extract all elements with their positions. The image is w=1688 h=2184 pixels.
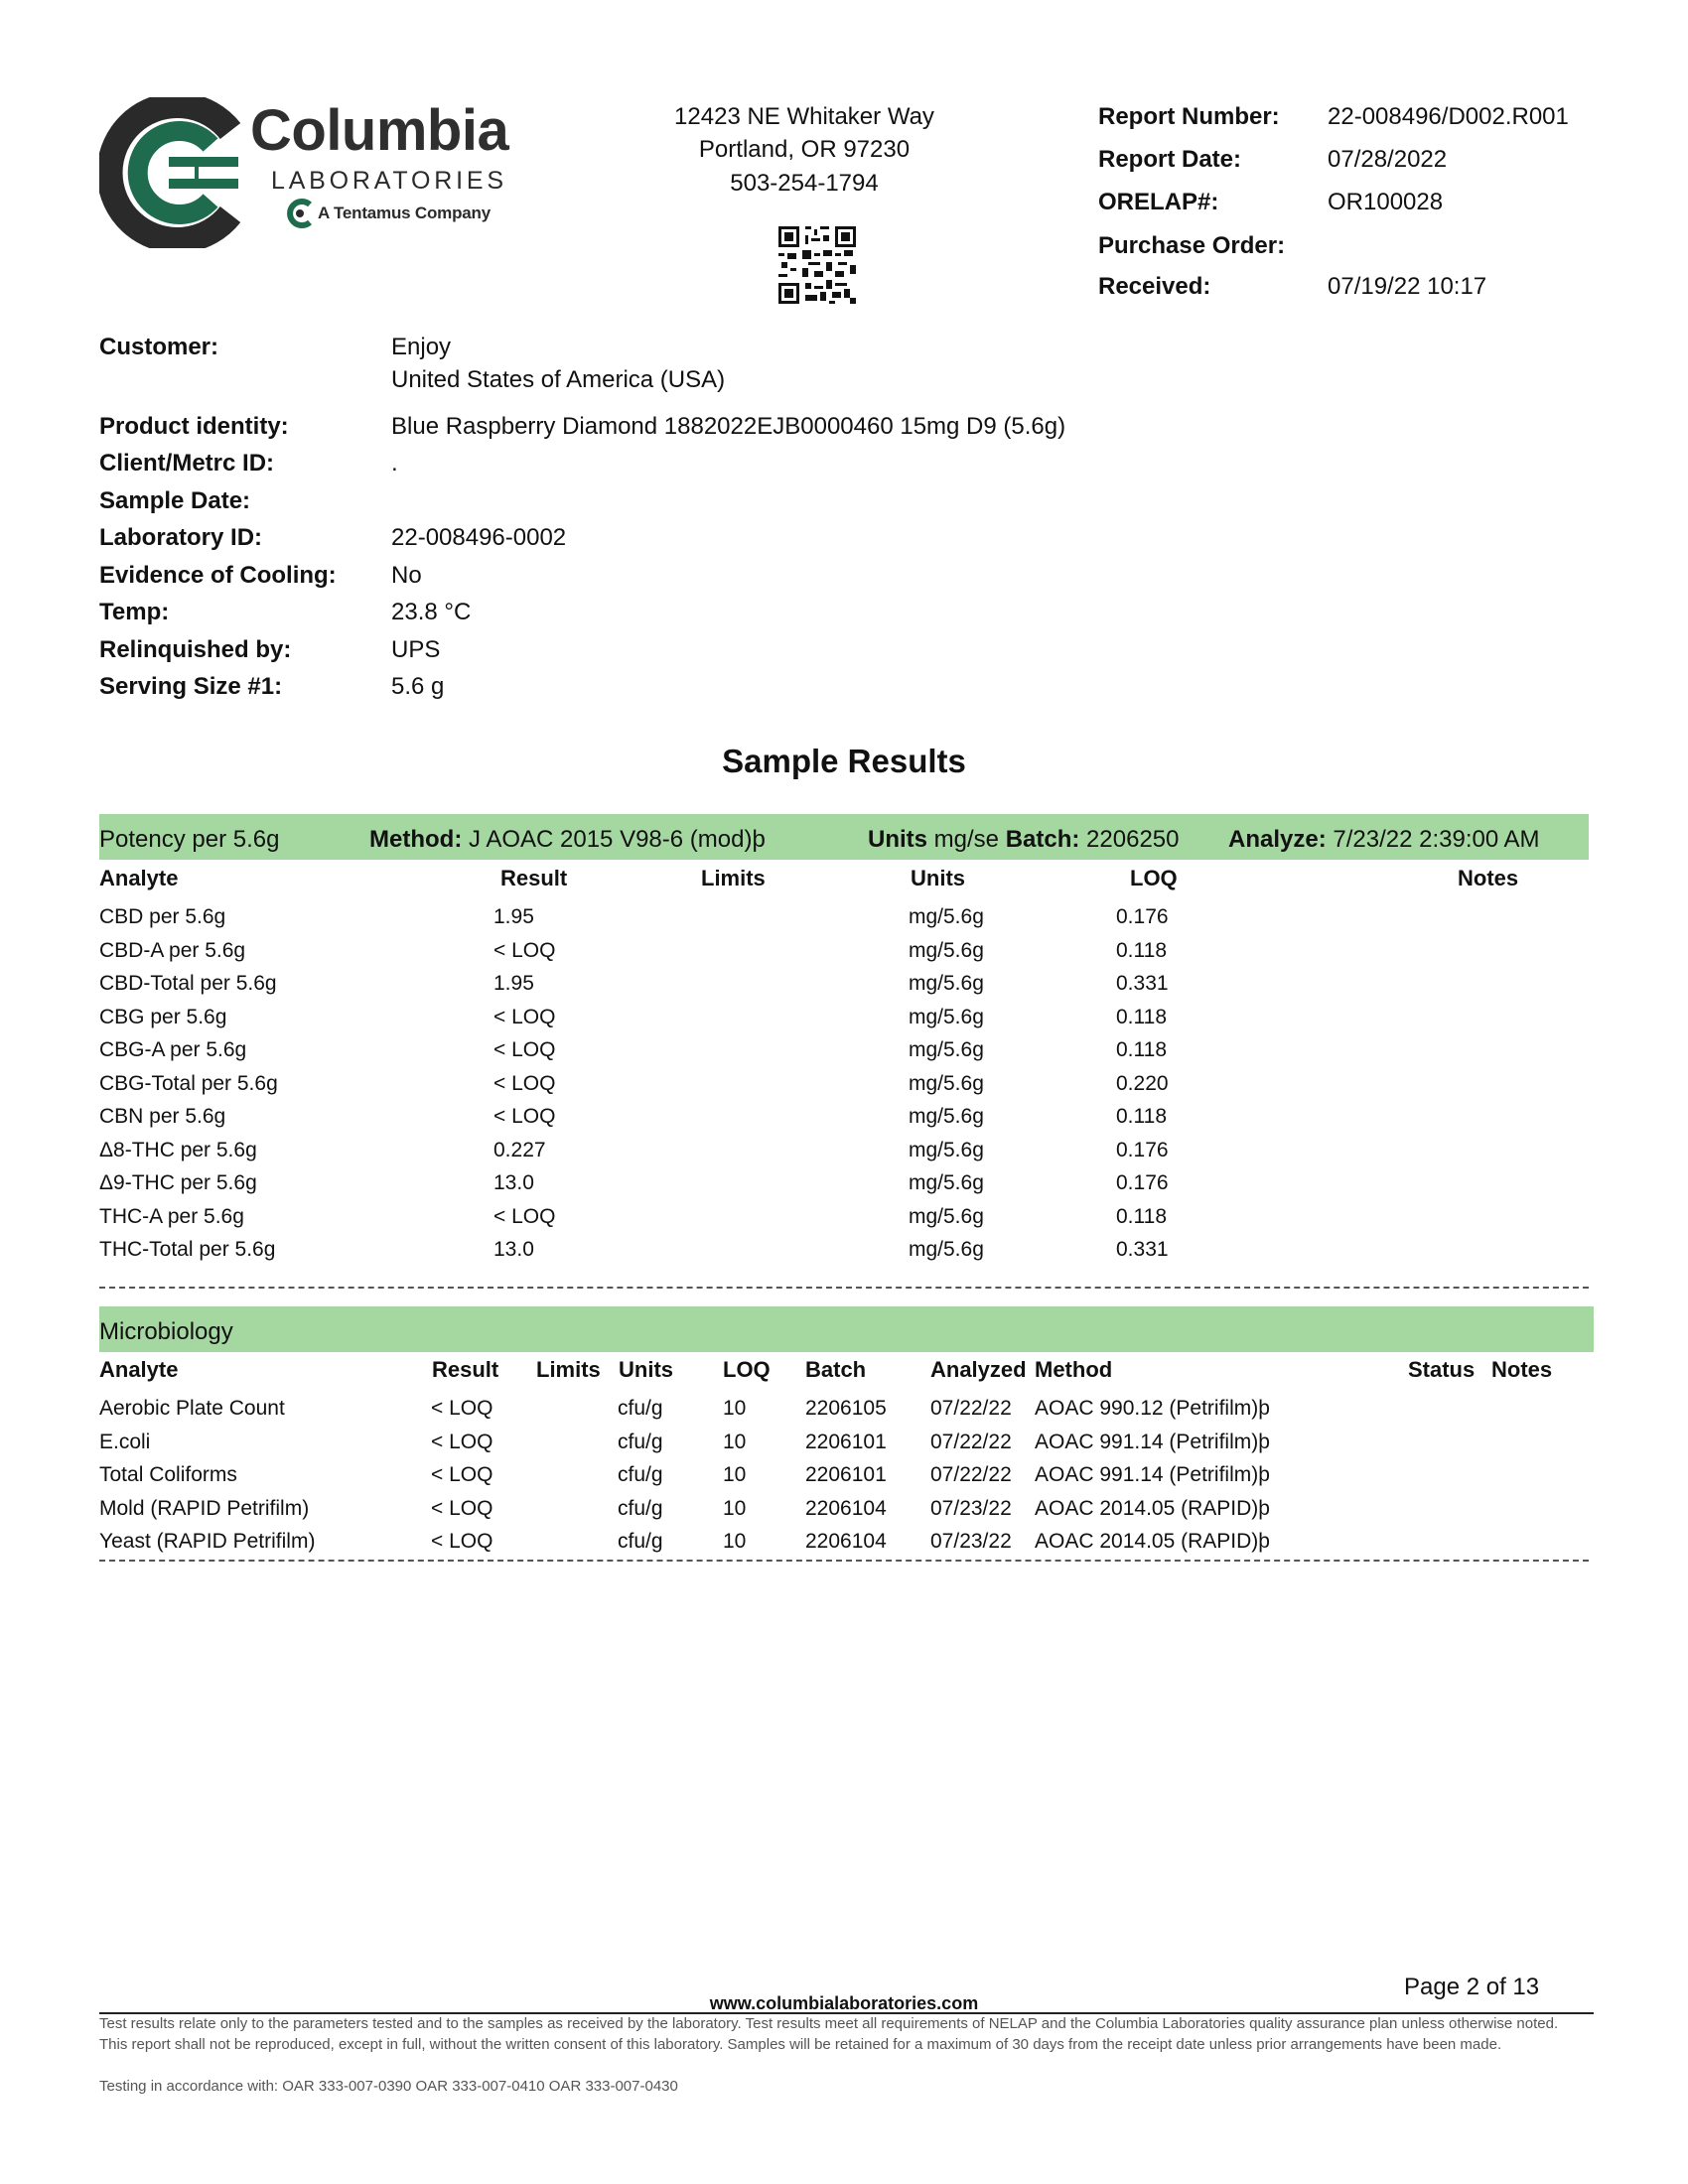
potency-cell-loq: 0.220 xyxy=(1116,1071,1169,1095)
potency-cell-loq: 0.118 xyxy=(1116,938,1167,962)
micro-cell-method: AOAC 2014.05 (RAPID)þ xyxy=(1035,1530,1270,1553)
potency-cell-units: mg/5.6g xyxy=(909,1138,984,1161)
report-date-label: Report Date: xyxy=(1098,146,1242,173)
page-number: Page 2 of 13 xyxy=(1404,1974,1540,2000)
potency-col-loq: LOQ xyxy=(1130,866,1178,890)
footer-disclaimer: Test results relate only to the parameters tested and to the samples as received by the laboratory. Test results meet all requirements of NELAP and the Columbia Laboratories quality assurance plan unless otherwise noted. This report shall not be reproduced, except in full, without the written consent of this laboratory. Samples will be retained for a maximum of 30 days from the receipt date unless prior arrangements have been made. xyxy=(99,2015,1559,2053)
potency-cell-analyte: Δ8-THC per 5.6g xyxy=(99,1138,257,1161)
potency-cell-result: < LOQ xyxy=(493,1204,556,1228)
orelap-value: OR100028 xyxy=(1328,189,1444,215)
potency-cell-result: < LOQ xyxy=(493,1038,556,1061)
potency-divider xyxy=(99,1287,1589,1289)
laboratory-id-value: 22-008496-0002 xyxy=(391,524,567,551)
micro-col-analyzed: Analyzed xyxy=(930,1357,1027,1382)
micro-col-batch: Batch xyxy=(805,1357,867,1382)
potency-cell-loq: 0.331 xyxy=(1116,972,1169,995)
potency-cell-units: mg/5.6g xyxy=(909,972,984,995)
micro-col-limits: Limits xyxy=(536,1357,601,1382)
micro-cell-method: AOAC 990.12 (Petrifilm)þ xyxy=(1035,1397,1270,1420)
address-city: Portland, OR 97230 xyxy=(698,136,911,163)
address-street: 12423 NE Whitaker Way xyxy=(674,103,934,130)
potency-cell-loq: 0.118 xyxy=(1116,1105,1167,1128)
laboratory-id-label: Laboratory ID: xyxy=(99,524,263,551)
potency-method-value: J AOAC 2015 V98-6 (mod)þ xyxy=(468,826,766,853)
potency-cell-loq: 0.176 xyxy=(1116,905,1169,928)
serving-size-value: 5.6 g xyxy=(391,673,445,700)
cooling-value: No xyxy=(391,562,422,589)
micro-cell-units: cfu/g xyxy=(618,1530,663,1553)
potency-col-notes: Notes xyxy=(1458,866,1519,890)
potency-batch-value: 2206250 xyxy=(1086,826,1180,853)
micro-cell-loq: 10 xyxy=(723,1463,747,1486)
potency-cell-result: 1.95 xyxy=(493,972,534,995)
micro-cell-batch: 2206101 xyxy=(805,1430,887,1453)
micro-cell-analyzed: 07/22/22 xyxy=(930,1463,1012,1486)
potency-cell-loq: 0.331 xyxy=(1116,1238,1169,1261)
micro-cell-method: AOAC 991.14 (Petrifilm)þ xyxy=(1035,1430,1270,1453)
potency-cell-result: < LOQ xyxy=(493,1071,556,1095)
potency-cell-units: mg/5.6g xyxy=(909,1005,984,1028)
sample-date-label: Sample Date: xyxy=(99,487,251,514)
potency-units-value: mg/se xyxy=(933,826,1000,853)
potency-cell-result: < LOQ xyxy=(493,1105,556,1128)
micro-title: Microbiology xyxy=(99,1318,233,1345)
product-identity-value: Blue Raspberry Diamond 1882022EJB0000460 15mg D9 (5.6g) xyxy=(391,413,1066,440)
logo-subtitle: LABORATORIES xyxy=(271,167,507,195)
potency-analyze xyxy=(1228,826,1540,854)
micro-header-bar xyxy=(99,1306,1594,1352)
temp-label: Temp: xyxy=(99,599,170,625)
relinquished-value: UPS xyxy=(391,636,441,663)
micro-cell-units: cfu/g xyxy=(618,1463,663,1486)
potency-cell-analyte: THC-Total per 5.6g xyxy=(99,1238,276,1261)
micro-cell-result: < LOQ xyxy=(431,1496,493,1520)
qr-code-icon xyxy=(778,226,856,304)
potency-method xyxy=(369,826,766,854)
potency-cell-units: mg/5.6g xyxy=(909,938,984,962)
potency-cell-analyte: CBD-Total per 5.6g xyxy=(99,972,277,995)
micro-cell-loq: 10 xyxy=(723,1530,747,1553)
potency-analyze-label: Analyze: xyxy=(1228,826,1327,853)
potency-cell-analyte: CBG per 5.6g xyxy=(99,1005,227,1028)
micro-cell-units: cfu/g xyxy=(618,1430,663,1453)
micro-col-analyte: Analyte xyxy=(99,1357,179,1382)
logo-wordmark: Columbia xyxy=(250,98,509,163)
orelap-label: ORELAP#: xyxy=(1098,189,1219,215)
micro-cell-result: < LOQ xyxy=(431,1397,493,1420)
potency-cell-analyte: CBD per 5.6g xyxy=(99,905,226,928)
potency-cell-result: 13.0 xyxy=(493,1238,534,1261)
potency-cell-units: mg/5.6g xyxy=(909,1105,984,1128)
potency-cell-result: < LOQ xyxy=(493,938,556,962)
micro-cell-analyzed: 07/23/22 xyxy=(930,1530,1012,1553)
micro-cell-analyte: Yeast (RAPID Petrifilm) xyxy=(99,1530,316,1553)
columbia-logo-icon xyxy=(99,97,248,248)
cooling-label: Evidence of Cooling: xyxy=(99,562,337,589)
potency-cell-result: 0.227 xyxy=(493,1138,546,1161)
micro-cell-result: < LOQ xyxy=(431,1430,493,1453)
relinquished-label: Relinquished by: xyxy=(99,636,292,663)
received-label: Received: xyxy=(1098,273,1211,300)
potency-cell-analyte: CBN per 5.6g xyxy=(99,1105,226,1128)
micro-cell-loq: 10 xyxy=(723,1430,747,1453)
micro-col-loq: LOQ xyxy=(723,1357,771,1382)
potency-cell-units: mg/5.6g xyxy=(909,1238,984,1261)
micro-cell-batch: 2206101 xyxy=(805,1463,887,1486)
micro-cell-analyzed: 07/23/22 xyxy=(930,1496,1012,1520)
potency-cell-analyte: THC-A per 5.6g xyxy=(99,1204,244,1228)
micro-cell-units: cfu/g xyxy=(618,1397,663,1420)
micro-col-units: Units xyxy=(619,1357,673,1382)
micro-cell-batch: 2206104 xyxy=(805,1530,887,1553)
page-title: Sample Results xyxy=(722,743,966,779)
address-phone: 503-254-1794 xyxy=(730,170,879,197)
potency-title: Potency per 5.6g xyxy=(99,826,280,853)
temp-value: 23.8 °C xyxy=(391,599,472,625)
potency-cell-analyte: CBG-Total per 5.6g xyxy=(99,1071,278,1095)
micro-divider xyxy=(99,1560,1589,1562)
received-value: 07/19/22 10:17 xyxy=(1328,273,1487,300)
micro-cell-analyte: Mold (RAPID Petrifilm) xyxy=(99,1496,310,1520)
potency-cell-result: < LOQ xyxy=(493,1005,556,1028)
potency-cell-loq: 0.118 xyxy=(1116,1038,1167,1061)
potency-analyze-value: 7/23/22 2:39:00 AM xyxy=(1333,826,1540,853)
potency-cell-units: mg/5.6g xyxy=(909,1071,984,1095)
potency-cell-loq: 0.118 xyxy=(1116,1005,1167,1028)
potency-cell-loq: 0.118 xyxy=(1116,1204,1167,1228)
potency-col-units: Units xyxy=(911,866,965,890)
micro-col-notes: Notes xyxy=(1491,1357,1553,1382)
customer-name: Enjoy xyxy=(391,334,452,360)
micro-col-method: Method xyxy=(1035,1357,1113,1382)
potency-units-label: Units xyxy=(868,826,927,853)
product-identity-label: Product identity: xyxy=(99,413,289,440)
micro-cell-analyzed: 07/22/22 xyxy=(930,1430,1012,1453)
potency-batch-label: Batch: xyxy=(1005,826,1080,853)
potency-cell-units: mg/5.6g xyxy=(909,1038,984,1061)
micro-cell-analyzed: 07/22/22 xyxy=(930,1397,1012,1420)
micro-cell-loq: 10 xyxy=(723,1397,747,1420)
customer-label: Customer: xyxy=(99,334,219,360)
report-date-value: 07/28/2022 xyxy=(1328,146,1448,173)
potency-cell-units: mg/5.6g xyxy=(909,1204,984,1228)
potency-cell-analyte: CBG-A per 5.6g xyxy=(99,1038,247,1061)
footer-testing: Testing in accordance with: OAR 333-007-0390 OAR 333-007-0410 OAR 333-007-0430 xyxy=(99,2078,678,2095)
micro-cell-method: AOAC 2014.05 (RAPID)þ xyxy=(1035,1496,1270,1520)
potency-cell-loq: 0.176 xyxy=(1116,1138,1169,1161)
micro-cell-loq: 10 xyxy=(723,1496,747,1520)
potency-cell-analyte: Δ9-THC per 5.6g xyxy=(99,1171,257,1194)
potency-cell-loq: 0.176 xyxy=(1116,1171,1169,1194)
micro-cell-analyte: E.coli xyxy=(99,1430,151,1453)
tentamus-leaf-icon xyxy=(286,199,314,228)
micro-cell-batch: 2206104 xyxy=(805,1496,887,1520)
potency-method-label: Method: xyxy=(369,826,463,853)
website-link[interactable]: www.columbialaboratories.com xyxy=(709,1993,979,2013)
metrc-id-value: . xyxy=(391,450,398,477)
micro-cell-result: < LOQ xyxy=(431,1463,493,1486)
micro-cell-units: cfu/g xyxy=(618,1496,663,1520)
micro-cell-batch: 2206105 xyxy=(805,1397,887,1420)
micro-col-result: Result xyxy=(432,1357,499,1382)
serving-size-label: Serving Size #1: xyxy=(99,673,283,700)
potency-col-analyte: Analyte xyxy=(99,866,179,890)
potency-cell-result: 13.0 xyxy=(493,1171,534,1194)
micro-cell-method: AOAC 991.14 (Petrifilm)þ xyxy=(1035,1463,1270,1486)
potency-col-result: Result xyxy=(500,866,568,890)
potency-cell-analyte: CBD-A per 5.6g xyxy=(99,938,246,962)
report-number-label: Report Number: xyxy=(1098,103,1280,130)
metrc-id-label: Client/Metrc ID: xyxy=(99,450,275,477)
potency-cell-result: 1.95 xyxy=(493,905,534,928)
micro-cell-analyte: Aerobic Plate Count xyxy=(99,1397,285,1420)
micro-cell-analyte: Total Coliforms xyxy=(99,1463,237,1486)
report-number-value: 22-008496/D002.R001 xyxy=(1328,103,1569,130)
customer-country: United States of America (USA) xyxy=(391,366,726,393)
micro-col-status: Status xyxy=(1408,1357,1476,1382)
micro-cell-result: < LOQ xyxy=(431,1530,493,1553)
potency-cell-units: mg/5.6g xyxy=(909,1171,984,1194)
logo-tagline: A Tentamus Company xyxy=(318,204,491,222)
potency-col-limits: Limits xyxy=(701,866,766,890)
potency-cell-units: mg/5.6g xyxy=(909,905,984,928)
potency-units xyxy=(868,826,1179,854)
purchase-order-label: Purchase Order: xyxy=(1098,232,1286,259)
